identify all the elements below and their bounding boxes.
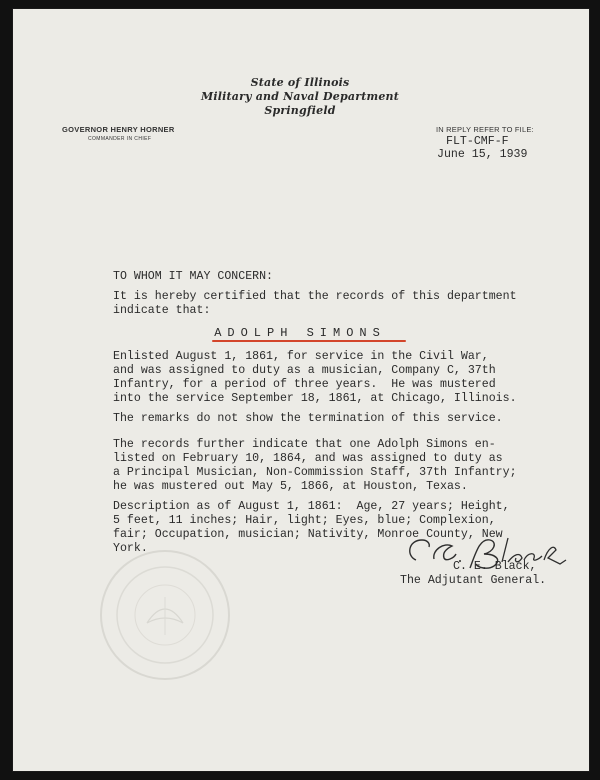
para3-line: The records further indicate that one Adolph Simons en- [113, 438, 496, 451]
para1-line: Infantry, for a period of three years. He was mustered [113, 378, 496, 391]
reply-label: IN REPLY REFER TO FILE: [436, 125, 534, 134]
signer-name: C. E. Black, [453, 560, 537, 573]
letterhead-city: Springfield [264, 104, 336, 117]
file-code: FLT-CMF-F [446, 135, 509, 148]
letter-date: June 15, 1939 [437, 148, 528, 161]
para4-line: Description as of August 1, 1861: Age, 27 years; Height, [113, 500, 510, 513]
governor-name: GOVERNOR HENRY HORNER [62, 125, 175, 134]
para1-line: and was assigned to duty as a musician, Company C, 37th [113, 364, 496, 377]
para3-line: a Principal Musician, Non-Commission Staff, 37th Infantry; [113, 466, 517, 479]
para3-line: listed on February 10, 1864, and was assigned to duty as [113, 452, 503, 465]
subject-name-underline [212, 340, 406, 342]
signer-title: The Adjutant General. [400, 574, 547, 587]
para1-line: into the service September 18, 1861, at Chicago, Illinois. [113, 392, 517, 405]
intro-line: It is hereby certified that the records of this department [113, 290, 517, 303]
letterhead-state: State of Illinois [250, 76, 350, 89]
para4-line: York. [113, 542, 148, 555]
governor-title: COMMANDER IN CHIEF [88, 136, 152, 142]
subject-name: ADOLPH SIMONS [214, 326, 386, 340]
para2-line: The remarks do not show the termination of this service. [113, 412, 503, 425]
para4-line: fair; Occupation, musician; Nativity, Monroe County, New [113, 528, 503, 541]
letterhead-department: Military and Naval Department [200, 90, 400, 103]
embossed-seal-icon [95, 545, 235, 685]
intro-line: indicate that: [113, 304, 211, 317]
para4-line: 5 feet, 11 inches; Hair, light; Eyes, blue; Complexion, [113, 514, 496, 527]
para1-line: Enlisted August 1, 1861, for service in the Civil War, [113, 350, 489, 363]
para3-line: he was mustered out May 5, 1866, at Houston, Texas. [113, 480, 468, 493]
salutation: TO WHOM IT MAY CONCERN: [113, 270, 274, 283]
